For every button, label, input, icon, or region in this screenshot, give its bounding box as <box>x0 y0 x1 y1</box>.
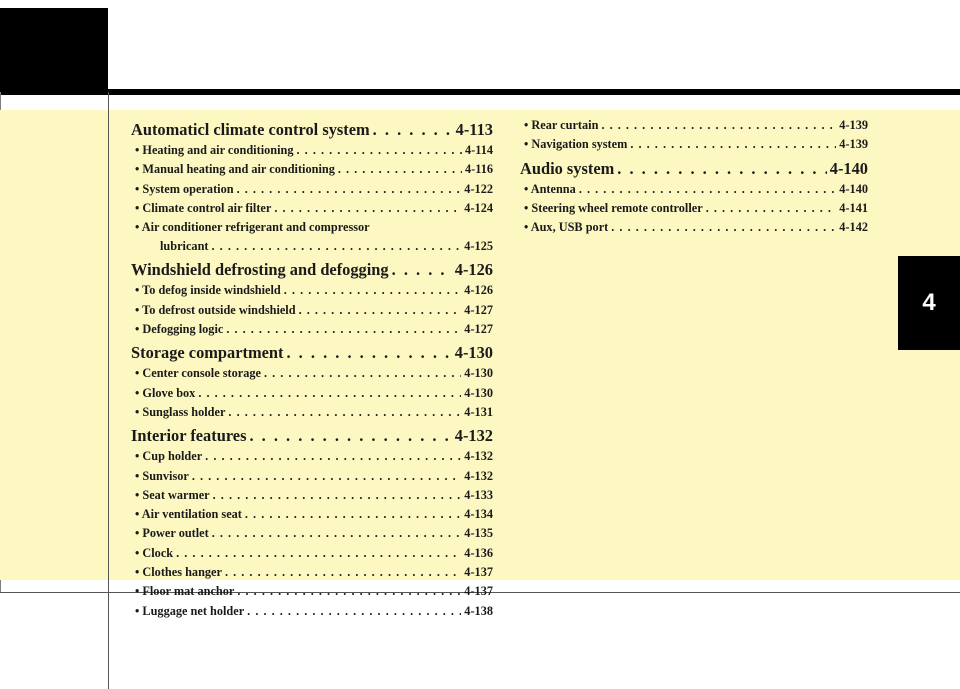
toc-page-number: 4-130 <box>454 343 493 363</box>
toc-item-entry[interactable] <box>131 283 493 302</box>
toc-item-entry[interactable] <box>520 137 868 156</box>
toc-page-number: 4-126 <box>454 260 493 280</box>
toc-item-entry[interactable] <box>131 201 493 220</box>
toc-entry-label: • Rear curtain <box>524 118 599 132</box>
toc-item-entry[interactable] <box>131 604 493 623</box>
toc-item-entry[interactable] <box>131 322 493 341</box>
toc-page-number: 4-132 <box>464 449 493 464</box>
toc-item-entry[interactable] <box>131 366 493 385</box>
toc-dot-leader <box>611 220 836 235</box>
toc-page-number: 4-116 <box>464 162 493 177</box>
toc-dot-leader <box>373 120 453 140</box>
toc-entry-label: • To defog inside windshield <box>135 283 281 298</box>
toc-page-number: 4-138 <box>464 603 493 618</box>
toc-entry-label: • Center console storage <box>135 366 261 381</box>
toc-page-number: 4-122 <box>464 181 493 196</box>
toc-page-number: 4-134 <box>464 507 493 522</box>
toc-item-entry[interactable] <box>131 386 493 405</box>
toc-page-number: 4-142 <box>839 220 868 235</box>
toc-entry-label: lubricant <box>160 239 209 254</box>
toc-dot-leader <box>706 201 837 216</box>
toc-dot-leader <box>225 565 461 580</box>
toc-item-entry[interactable] <box>520 201 868 220</box>
toc-entry-label: • Heating and air conditioning <box>135 143 294 157</box>
toc-entry-label: • Antenna <box>524 181 576 196</box>
corner-block <box>0 8 108 92</box>
toc-entry-label: • Manual heating and air conditioning <box>135 162 335 177</box>
toc-page-number: 4-132 <box>454 426 493 446</box>
toc-dot-leader <box>274 201 461 216</box>
toc-dot-leader <box>299 303 462 318</box>
toc-entry-label: • Luggage net holder <box>135 603 245 618</box>
toc-entry-label: • Power outlet <box>135 526 209 541</box>
toc-entry-label: • Climate control air filter <box>135 200 272 215</box>
chapter-tab[interactable] <box>898 256 960 350</box>
toc-entry-label: • Clothes hanger <box>135 565 222 580</box>
toc-left-column <box>131 118 493 623</box>
toc-entry-label: Automaticl climate control system <box>131 120 370 139</box>
toc-item-entry[interactable] <box>131 584 493 603</box>
toc-dot-leader <box>247 604 461 619</box>
toc-page-number: 4-113 <box>455 120 493 139</box>
toc-entry-label: • Clock <box>135 545 174 560</box>
toc-item-entry[interactable] <box>131 526 493 545</box>
top-rule <box>0 89 960 95</box>
toc-item-entry[interactable] <box>131 405 493 424</box>
toc-dot-leader <box>392 260 452 280</box>
toc-dot-leader <box>212 526 462 541</box>
toc-item-entry[interactable] <box>520 220 868 239</box>
toc-item-entry[interactable] <box>131 449 493 468</box>
toc-entry-label: • Aux, USB port <box>524 220 609 235</box>
toc-page-number: 4-139 <box>839 137 868 152</box>
toc-dot-leader <box>192 469 461 484</box>
toc-page-number: 4-127 <box>464 322 493 337</box>
toc-page-number: 4-137 <box>464 584 493 599</box>
toc-dot-leader <box>617 159 826 179</box>
toc-entry-label: • Air conditioner refrigerant and compressor <box>135 220 370 235</box>
toc-dot-leader <box>286 343 451 363</box>
toc-dot-leader <box>601 118 836 133</box>
toc-item-entry[interactable] <box>131 546 493 565</box>
toc-entry-label: • To defrost outside windshield <box>135 302 296 317</box>
chapter-number: 4 <box>922 289 936 316</box>
toc-dot-leader <box>212 239 462 254</box>
toc-page-number: 4-130 <box>464 385 493 400</box>
toc-entry-label: • Defogging logic <box>135 322 224 337</box>
toc-item-entry[interactable] <box>131 162 493 181</box>
toc-entry-label: Windshield defrosting and defogging <box>131 260 389 280</box>
toc-page-number: 4-137 <box>464 565 493 580</box>
toc-entry-label: • Air ventilation seat <box>135 507 242 522</box>
toc-section-entry[interactable] <box>131 260 493 283</box>
toc-dot-leader <box>237 182 462 197</box>
toc-item-entry[interactable] <box>520 182 868 201</box>
toc-page-number: 4-114 <box>464 143 493 157</box>
toc-page-number: 4-130 <box>464 366 493 381</box>
toc-entry-label: • Glove box <box>135 385 196 400</box>
toc-dot-leader <box>245 507 461 522</box>
toc-page-number: 4-125 <box>464 239 493 254</box>
toc-page-number: 4-124 <box>464 200 493 215</box>
toc-dot-leader <box>297 143 462 158</box>
toc-page-number: 4-139 <box>839 118 868 132</box>
toc-item-entry[interactable] <box>131 220 493 239</box>
toc-item-entry[interactable] <box>131 182 493 201</box>
toc-dot-leader <box>264 366 461 381</box>
toc-item-entry[interactable] <box>131 488 493 507</box>
toc-item-entry[interactable] <box>131 303 493 322</box>
toc-entry-label: Interior features <box>131 426 247 446</box>
toc-page-number: 4-133 <box>464 487 493 502</box>
toc-section-entry[interactable] <box>520 159 868 182</box>
toc-page-number: 4-136 <box>464 545 493 560</box>
toc-entry-label: • Navigation system <box>524 137 628 152</box>
toc-dot-leader <box>205 449 461 464</box>
toc-item-entry[interactable] <box>131 469 493 488</box>
toc-item-entry[interactable] <box>131 565 493 584</box>
toc-entry-label: • Sunglass holder <box>135 404 226 419</box>
toc-dot-leader <box>228 405 461 420</box>
toc-entry-label: • Cup holder <box>135 449 203 464</box>
toc-page-number: 4-140 <box>839 181 868 196</box>
toc-entry-label: • Seat warmer <box>135 487 210 502</box>
toc-item-entry[interactable] <box>131 239 493 258</box>
toc-right-column <box>520 118 868 239</box>
toc-section-entry[interactable] <box>131 426 493 449</box>
toc-dot-leader <box>176 546 461 561</box>
toc-entry-label: Audio system <box>520 158 615 178</box>
toc-item-entry[interactable] <box>520 118 868 137</box>
toc-page-number: 4-132 <box>464 468 493 483</box>
toc-page-number: 4-131 <box>464 404 493 419</box>
toc-entry-label: Storage compartment <box>131 343 284 363</box>
toc-dot-leader <box>284 283 462 298</box>
margin-divider <box>108 92 109 689</box>
toc-entry-label: • Steering wheel remote controller <box>524 200 703 215</box>
toc-dot-leader <box>226 322 461 337</box>
toc-item-entry[interactable] <box>131 143 493 162</box>
left-margin-band <box>0 110 108 580</box>
toc-dot-leader <box>338 162 462 177</box>
toc-item-entry[interactable] <box>131 507 493 526</box>
toc-section-entry[interactable] <box>131 120 493 143</box>
toc-entry-label: • Floor mat anchor <box>135 584 235 599</box>
toc-dot-leader <box>249 426 451 446</box>
toc-page-number: 4-126 <box>464 283 493 298</box>
toc-page-number: 4-135 <box>464 526 493 541</box>
toc-page-number: 4-140 <box>829 158 868 178</box>
toc-page-number: 4-127 <box>464 302 493 317</box>
toc-dot-leader <box>237 584 461 599</box>
toc-dot-leader <box>630 137 836 152</box>
toc-entry-label: • System operation <box>135 181 234 196</box>
toc-dot-leader <box>579 182 836 197</box>
toc-section-entry[interactable] <box>131 343 493 366</box>
toc-page-number: 4-141 <box>839 200 868 215</box>
toc-dot-leader <box>213 488 462 503</box>
toc-entry-label: • Sunvisor <box>135 468 189 483</box>
toc-dot-leader <box>198 386 461 401</box>
